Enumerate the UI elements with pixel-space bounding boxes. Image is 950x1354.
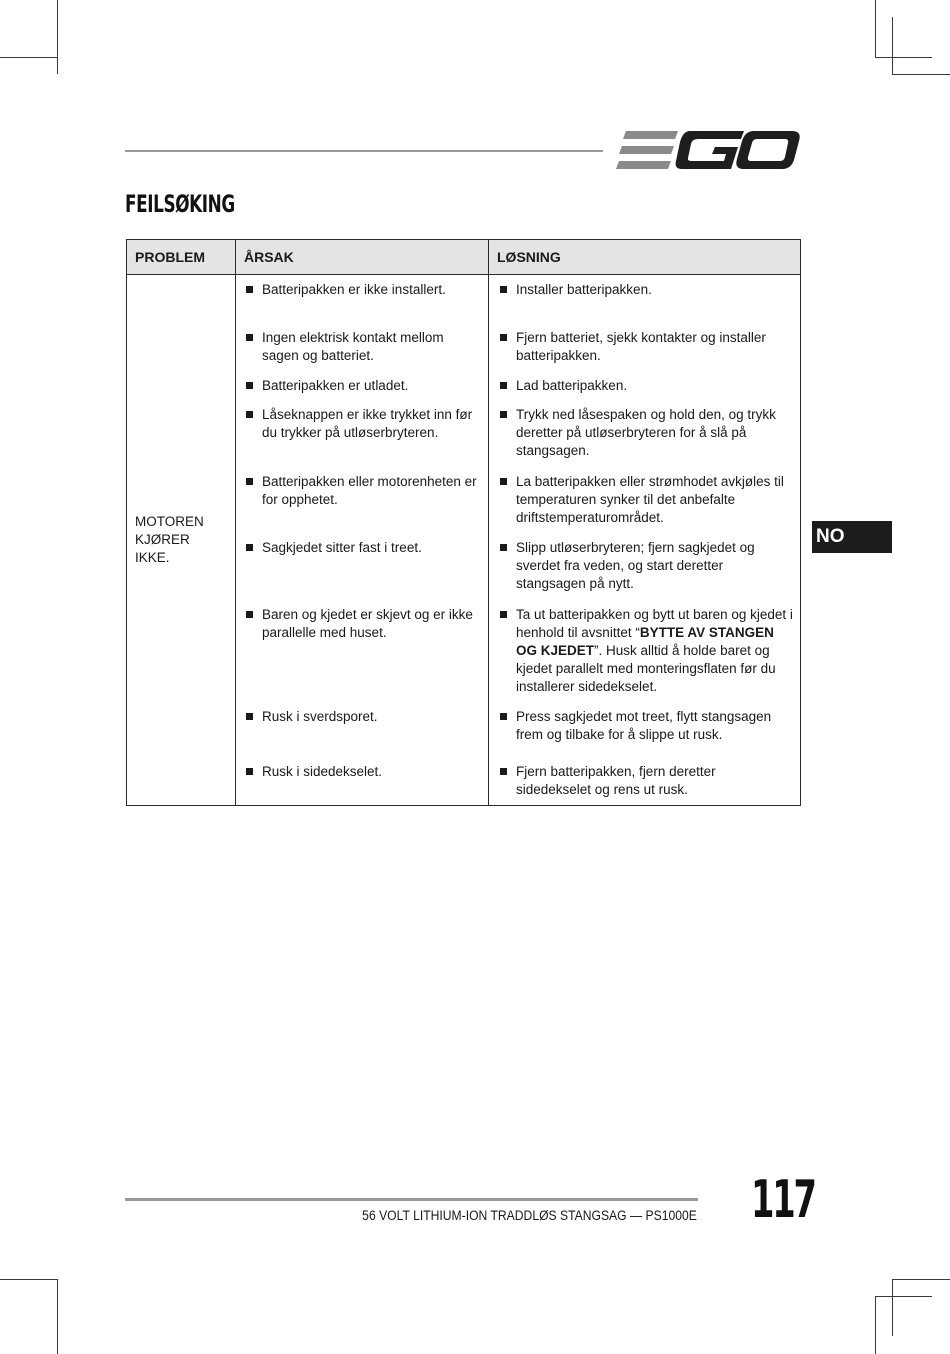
cause-text: Låseknappen er ikke trykket inn før du trykker på utløserbryteren. (262, 407, 473, 440)
bullet-icon (500, 713, 507, 720)
bullet-icon (500, 768, 507, 775)
solution-text: Press sagkjedet mot treet, flytt stangsagen frem og tilbake for å slippe ut rusk. (516, 709, 772, 742)
bullet-icon (246, 411, 253, 418)
bullet-icon (246, 768, 253, 775)
section-title: FEILSØKING (125, 190, 235, 218)
solution-item (490, 377, 801, 395)
cause-item (236, 539, 490, 557)
cause-item (236, 406, 490, 442)
solution-item (490, 539, 801, 593)
crop-mark (875, 1296, 932, 1297)
bullet-icon (500, 382, 507, 389)
bullet-icon (246, 334, 253, 341)
solution-text: La batteripakken eller strømhodet avkjøles til temperaturen synker til det anbefalte driftstemperaturområdet. (516, 474, 784, 525)
solution-item (490, 473, 801, 527)
bullet-icon (246, 382, 253, 389)
problem-cell (127, 275, 236, 806)
cause-text: Rusk i sverdsporet. (262, 709, 378, 724)
header-problem: PROBLEM (127, 240, 236, 275)
bullet-icon (246, 478, 253, 485)
solution-text: Lad batteripakken. (516, 378, 628, 393)
solution-item (490, 406, 801, 460)
bullet-icon (500, 478, 507, 485)
crop-mark (57, 0, 58, 74)
cause-text: Batteripakken er ikke installert. (262, 282, 446, 297)
header-rule (125, 150, 603, 152)
solution-text: Slipp utløserbryteren; fjern sagkjedet og sverdet fra veden, og start deretter stangsagen på nytt. (516, 540, 755, 591)
solution-text: Fjern batteriet, sjekk kontakter og installer batteripakken. (516, 330, 766, 363)
solution-reference: BYTTE AV STANGEN OG KJEDET (516, 625, 774, 658)
cause-text: Batteripakken eller motorenheten er for opphetet. (262, 474, 477, 507)
language-tab: NO (812, 521, 892, 553)
header-solution: LØSNING (489, 240, 801, 275)
solution-item (490, 329, 801, 365)
bullet-icon (500, 611, 507, 618)
crop-mark (892, 1279, 950, 1280)
bullet-icon (500, 334, 507, 341)
cause-item (236, 708, 490, 726)
crop-mark (0, 57, 58, 58)
crop-mark (0, 1279, 58, 1280)
cause-item (236, 473, 490, 509)
bullet-icon (246, 611, 253, 618)
cause-item (236, 281, 490, 299)
solution-text: Fjern batteripakken, fjern deretter sidedekselet og rens ut rusk. (516, 764, 716, 797)
crop-mark (892, 17, 893, 74)
footer-rule (125, 1198, 698, 1201)
cause-item (236, 606, 490, 642)
problem-text: MOTOREN KJØRER IKKE. (135, 514, 204, 565)
bullet-icon (500, 544, 507, 551)
solution-item (490, 606, 801, 696)
cause-item (236, 377, 490, 395)
cause-text: Batteripakken er utladet. (262, 378, 409, 393)
cause-text: Ingen elektrisk kontakt mellom sagen og batteriet. (262, 330, 444, 363)
page-number: 117 (751, 1170, 815, 1230)
ego-logo (616, 128, 800, 172)
bullet-icon (246, 286, 253, 293)
cause-text: Baren og kjedet er skjevt og er ikke parallelle med huset. (262, 607, 473, 640)
bullet-icon (246, 713, 253, 720)
solution-text: Ta ut batteripakken og bytt ut baren og kjedet i henhold til avsnittet “ (516, 607, 793, 640)
bullet-icon (500, 411, 507, 418)
cause-text: Sagkjedet sitter fast i treet. (262, 540, 422, 555)
crop-mark (892, 74, 950, 75)
cause-item (236, 763, 490, 781)
footer-product-line: 56 VOLT LITHIUM-ION TRADDLØS STANGSAG — PS1000E (362, 1208, 697, 1223)
solution-text: ”. Husk alltid å holde baret og kjedet parallelt med monteringsflaten før du installerer sidedekselet. (516, 643, 776, 694)
crop-mark (892, 1279, 893, 1336)
solution-item (490, 763, 801, 799)
crop-mark (875, 1296, 876, 1354)
header-cause: ÅRSAK (236, 240, 489, 275)
crop-mark (875, 0, 876, 58)
cause-text: Rusk i sidedekselet. (262, 764, 383, 779)
crop-mark (57, 1279, 58, 1354)
bullet-icon (500, 286, 507, 293)
solution-text: Installer batteripakken. (516, 282, 652, 297)
crop-mark (875, 57, 932, 58)
cause-item (236, 329, 490, 365)
table-header-row (127, 240, 801, 275)
solution-item (490, 281, 801, 299)
bullet-icon (246, 544, 253, 551)
solution-item (490, 708, 801, 744)
solution-text: Trykk ned låsespaken og hold den, og trykk deretter på utløserbryteren for å slå på stangsagen. (516, 407, 776, 458)
